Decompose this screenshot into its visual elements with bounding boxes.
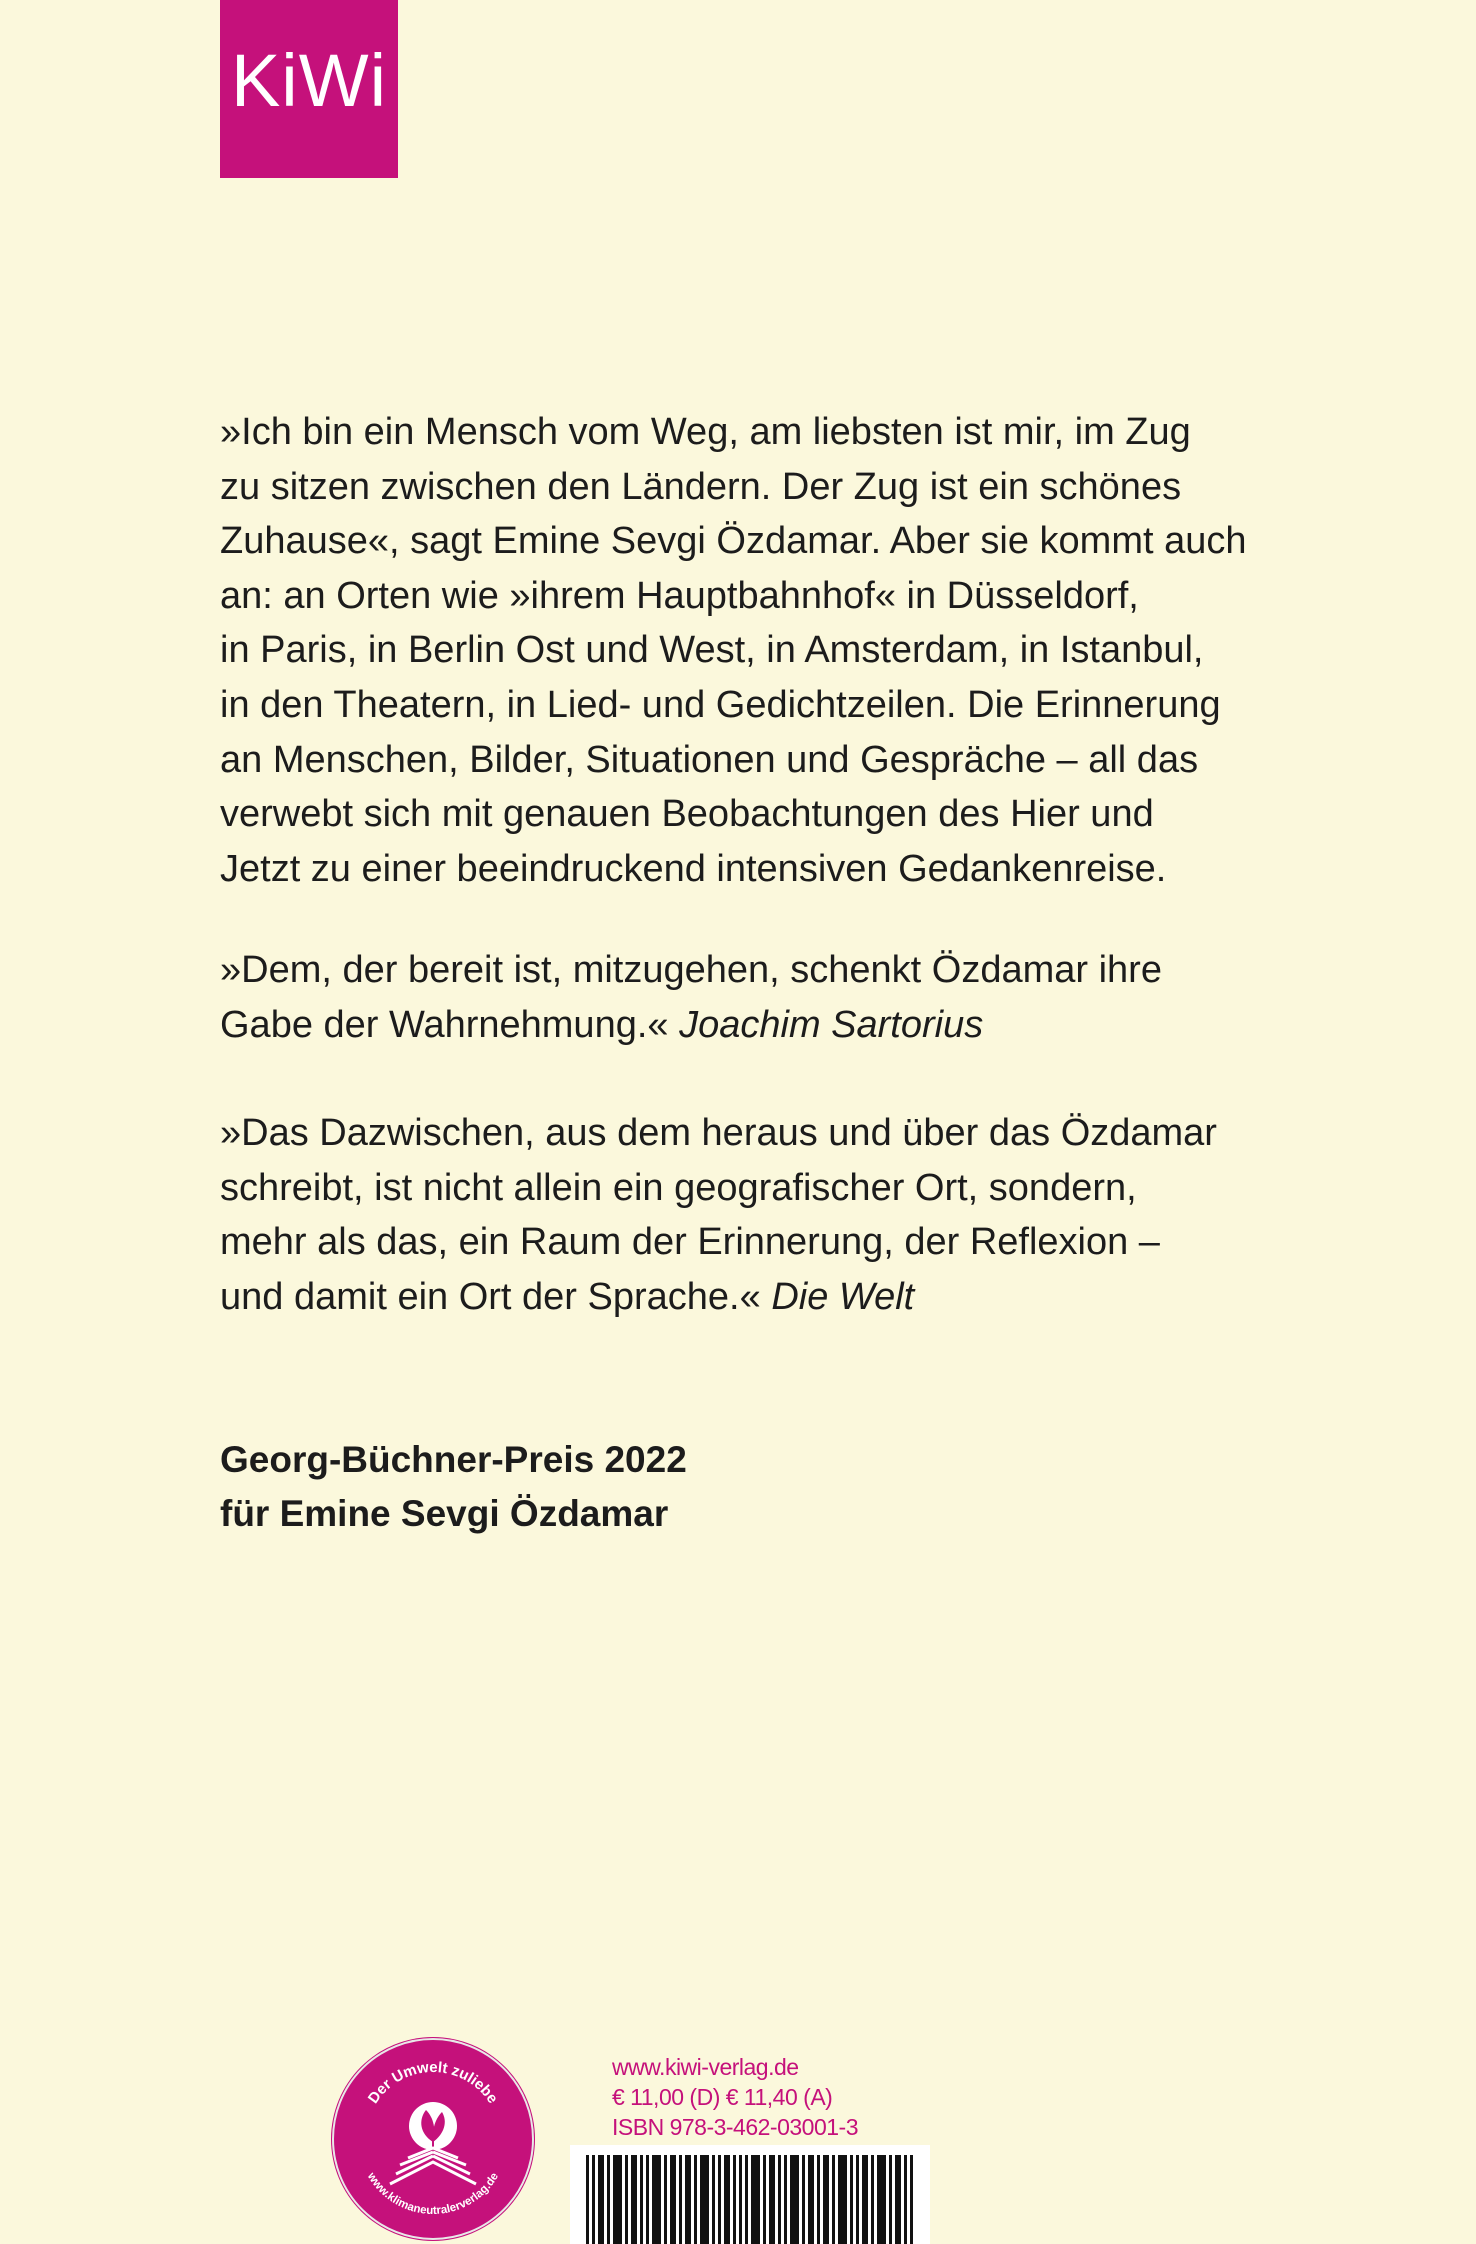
quote-source: Joachim Sartorius (679, 1003, 984, 1046)
quote-text: Gabe der Wahrnehmung.« (220, 1003, 669, 1046)
barcode-bars (586, 2155, 914, 2244)
quote-line: schreibt, ist nicht allein ein geografischer Ort, sondern, (220, 1166, 1137, 1209)
isbn-line: ISBN 978-3-462-03001-3 (612, 2114, 858, 2140)
blurb-line: an: an Orten wie »ihrem Hauptbahnhof« in Düsseldorf, (220, 574, 1139, 617)
blurb-line: in Paris, in Berlin Ost und West, in Amsterdam, in Istanbul, (220, 629, 1204, 672)
quote-line: »Das Dazwischen, aus dem heraus und über das Özdamar (220, 1112, 1217, 1154)
prize-line: Georg-Büchner-Preis 2022 (220, 1439, 687, 1480)
blurb-text (220, 405, 1280, 896)
blurb-line: Zuhause«, sagt Emine Sevgi Özdamar. Aber sie kommt auch (220, 520, 1247, 563)
quote-line (220, 998, 1280, 1053)
logo-text: KiWi (230, 39, 388, 122)
blurb-line: verwebt sich mit genauen Beobachtungen des Hier und (220, 793, 1154, 836)
quote-source: Die Welt (771, 1275, 915, 1318)
badge-top-text: Der Umwelt zuliebe (364, 2058, 502, 2107)
prize-line: für Emine Sevgi Özdamar (220, 1493, 669, 1534)
quote-line (220, 1270, 1280, 1325)
publisher-website: www.kiwi-verlag.de (612, 2054, 799, 2080)
kiwi-logo (220, 0, 398, 178)
blurb-line: an Menschen, Bilder, Situationen und Gespräche – all das (220, 738, 1199, 781)
blurb-line: zu sitzen zwischen den Ländern. Der Zug ist ein schönes (220, 465, 1182, 508)
prize-note (220, 1433, 687, 1541)
quote-line: mehr als das, ein Raum der Erinnerung, der Reflexion – (220, 1221, 1160, 1264)
quote-line: »Dem, der bereit ist, mitzugehen, schenkt Özdamar ihre (220, 949, 1162, 991)
quote-text: und damit ein Ort der Sprache.« (220, 1275, 761, 1318)
price-line: € 11,00 (D) € 11,40 (A) (612, 2084, 833, 2110)
badge-bottom-text: www.klimaneutralerverlag.de (364, 2170, 502, 2218)
publisher-info (612, 2052, 858, 2142)
barcode (570, 2145, 930, 2244)
review-quote-sartorius (220, 943, 1280, 1052)
blurb-line: in den Theatern, in Lied- und Gedichtzeilen. Die Erinnerung (220, 683, 1221, 726)
climate-neutral-badge (328, 2034, 538, 2244)
blurb-line: Jetzt zu einer beeindruckend intensiven Gedankenreise. (220, 847, 1167, 890)
review-quote-die-welt (220, 1106, 1280, 1324)
blurb-line: »Ich bin ein Mensch vom Weg, am liebsten ist mir, im Zug (220, 411, 1191, 453)
